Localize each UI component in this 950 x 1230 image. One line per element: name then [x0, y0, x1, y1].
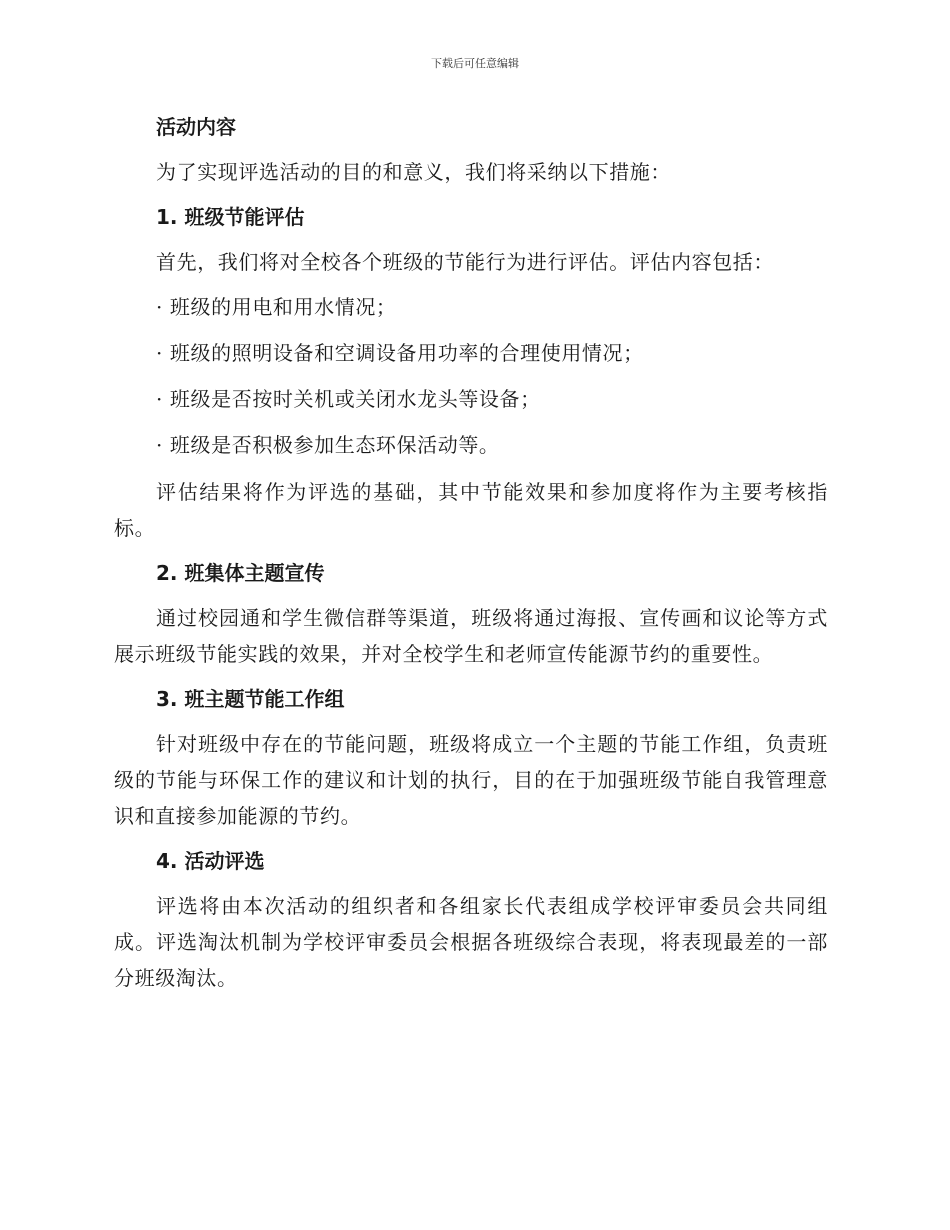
section-1-bullet-4: · 班级是否积极参加生态环保活动等。: [156, 433, 500, 457]
section-1-bullet-2: · 班级的照明设备和空调设备用功率的合理使用情况；: [156, 341, 644, 365]
section-2-paragraph: 通过校园通和学生微信群等渠道，班级将通过海报、宣传画和议论等方式展示班级节能实践的效果，并对全校学生和老师宣传能源节约的重要性。: [114, 606, 828, 666]
section-4-heading: 4. 活动评选: [156, 849, 265, 873]
document-title: 活动内容: [156, 115, 236, 139]
section-4-paragraph: 评选将由本次活动的组织者和各组家长代表组成学校评审委员会共同组成。评选淘汰机制为学校评审委员会根据各班级综合表现，将表现最差的一部分班级淘汰。: [114, 894, 828, 990]
section-1-bullet-3: · 班级是否按时关机或关闭水龙头等设备；: [156, 387, 541, 411]
section-3-paragraph: 针对班级中存在的节能问题，班级将成立一个主题的节能工作组，负责班级的节能与环保工作的建议和计划的执行，目的在于加强班级节能自我管理意识和直接参加能源的节约。: [114, 732, 828, 828]
section-1-heading: 1. 班级节能评估: [156, 205, 305, 229]
page-header-note: 下载后可任意编辑: [431, 57, 519, 70]
section-3-heading: 3. 班主题节能工作组: [156, 687, 345, 711]
document-body: [114, 110, 828, 1006]
section-2-heading: 2. 班集体主题宣传: [156, 561, 325, 585]
section-1-paragraph: 首先，我们将对全校各个班级的节能行为进行评估。评估内容包括：: [156, 250, 774, 274]
intro-paragraph: 为了实现评选活动的目的和意义，我们将采纳以下措施：: [156, 160, 671, 184]
section-1-bullet-1: · 班级的用电和用水情况；: [156, 295, 397, 319]
section-1-closing: 评估结果将作为评选的基础，其中节能效果和参加度将作为主要考核指标。: [114, 480, 828, 540]
